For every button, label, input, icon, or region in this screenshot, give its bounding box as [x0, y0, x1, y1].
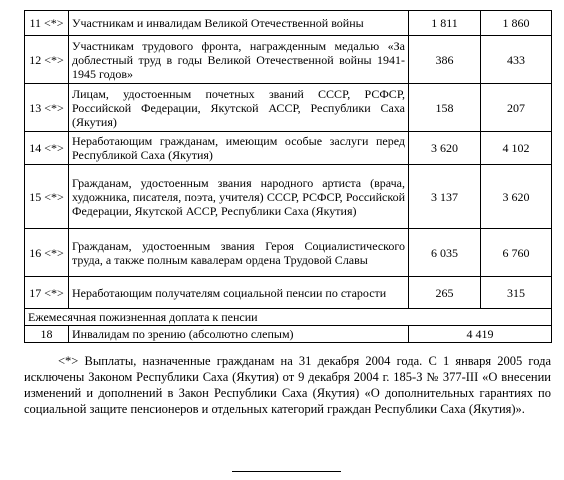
row-description: Участникам и инвалидам Великой Отечественной войны — [69, 11, 409, 36]
row-description: Лицам, удостоенным почетных званий СССР, РСФСР, Российской Федерации, Якутской АССР, Республики Саха (Якутия) — [69, 84, 409, 132]
value-merged: 4 419 — [409, 326, 552, 343]
footer-rule — [232, 471, 341, 472]
value-2005: 207 — [481, 84, 552, 132]
row-description: Неработающим гражданам, имеющим особые заслуги перед Республикой Саха (Якутия) — [69, 132, 409, 165]
value-2004: 386 — [409, 36, 481, 84]
row-number: 18 — [25, 326, 69, 343]
value-2004: 3 620 — [409, 132, 481, 165]
value-2004: 1 811 — [409, 11, 481, 36]
value-2005: 4 102 — [481, 132, 552, 165]
row-number: 16 <*> — [25, 229, 69, 277]
row-description: Гражданам, удостоенным звания народного артиста (врача, художника, писателя, поэта, учителя) СССР, РСФСР, Российской Федерации, Якутской АССР, Республики Саха (Якутия) — [69, 165, 409, 229]
section-header-row — [25, 309, 552, 326]
value-2004: 3 137 — [409, 165, 481, 229]
section-header: Ежемесячная пожизненная доплата к пенсии — [25, 309, 552, 326]
row-number: 14 <*> — [25, 132, 69, 165]
value-2004: 6 035 — [409, 229, 481, 277]
table-row — [25, 229, 552, 277]
table-row — [25, 36, 552, 84]
table-row — [25, 11, 552, 36]
row-number: 15 <*> — [25, 165, 69, 229]
row-description: Инвалидам по зрению (абсолютно слепым) — [69, 326, 409, 343]
table-row — [25, 132, 552, 165]
row-description: Неработающим получателям социальной пенсии по старости — [69, 277, 409, 309]
table-row — [25, 326, 552, 343]
value-2005: 433 — [481, 36, 552, 84]
value-2004: 265 — [409, 277, 481, 309]
table-row — [25, 84, 552, 132]
row-number: 12 <*> — [25, 36, 69, 84]
row-description: Участникам трудового фронта, награжденным медалью «За доблестный труд в годы Великой Отечественной войны 1941-1945 годов» — [69, 36, 409, 84]
row-number: 13 <*> — [25, 84, 69, 132]
row-description: Гражданам, удостоенным звания Героя Социалистического труда, а также полным кавалерам ордена Трудовой Славы — [69, 229, 409, 277]
value-2005: 6 760 — [481, 229, 552, 277]
value-2005: 3 620 — [481, 165, 552, 229]
footnote: <*> Выплаты, назначенные гражданам на 31 декабря 2004 года. С 1 января 2005 года исключены Законом Республики Саха (Якутия) от 9 декабря 2004 г. 185-З № 377-III «О внесении изменений и дополнений в Закон Республики Саха (Якутия) «О дополнительных гарантиях по социальной защите пенсионеров и отдельных категорий граждан Республики Саха (Якутия)». — [24, 354, 551, 416]
pension-table — [24, 10, 552, 343]
row-number: 11 <*> — [25, 11, 69, 36]
value-2004: 158 — [409, 84, 481, 132]
value-2005: 1 860 — [481, 11, 552, 36]
value-2005: 315 — [481, 277, 552, 309]
table-row — [25, 165, 552, 229]
row-number: 17 <*> — [25, 277, 69, 309]
table-row — [25, 277, 552, 309]
